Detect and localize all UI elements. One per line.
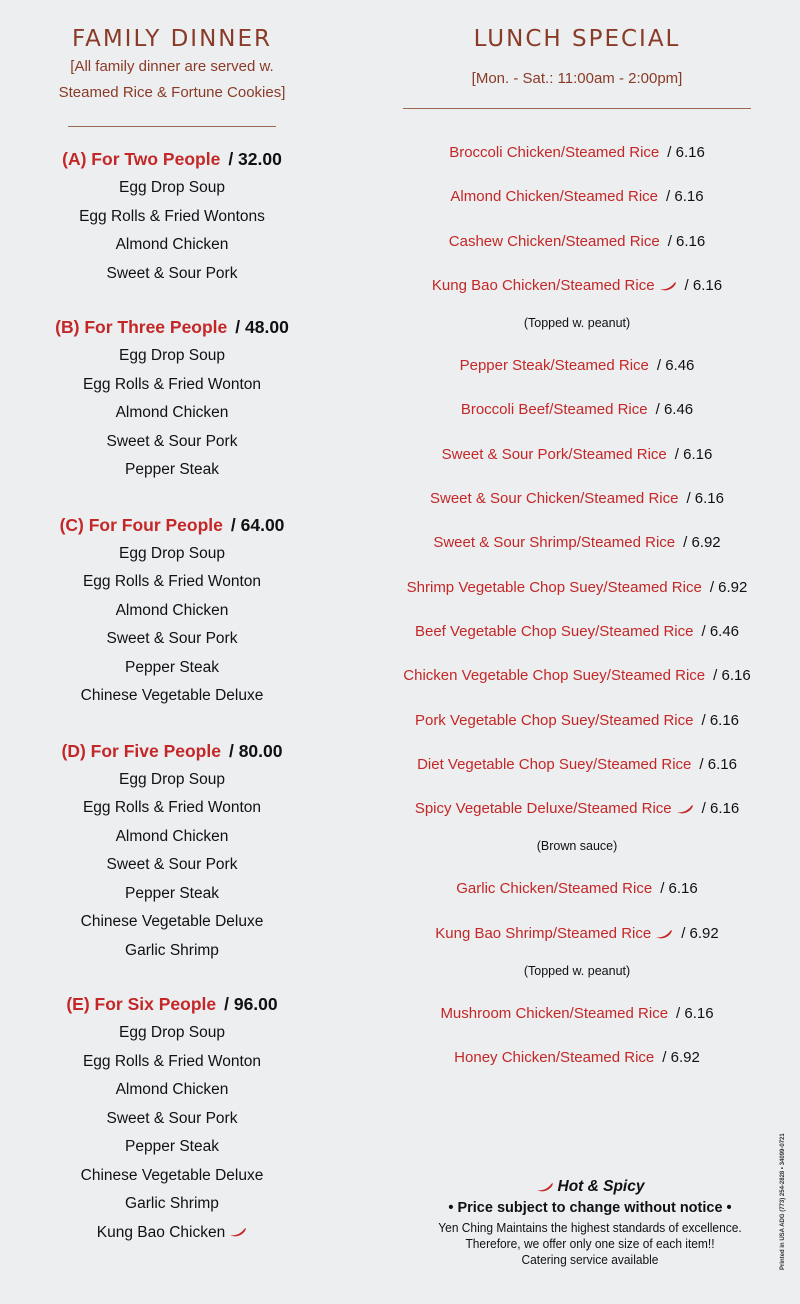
package-item-label: Egg Drop Soup bbox=[119, 179, 225, 196]
lunch-item bbox=[370, 344, 784, 388]
family-dinner-subtitle-1: [All family dinner are served w. bbox=[70, 58, 274, 75]
chili-pepper-icon bbox=[659, 281, 677, 291]
chili-pepper-icon bbox=[536, 1182, 554, 1192]
package-item-label: Pepper Steak bbox=[125, 1138, 219, 1155]
package-item bbox=[0, 342, 344, 371]
package-item-label: Chinese Vegetable Deluxe bbox=[80, 687, 264, 704]
package-item bbox=[0, 174, 344, 203]
package-item bbox=[0, 1190, 344, 1219]
package-item bbox=[0, 1105, 344, 1134]
package-item-label: Kung Bao Chicken bbox=[96, 1223, 226, 1241]
lunch-item-name: Spicy Vegetable Deluxe/Steamed Rice bbox=[414, 800, 672, 818]
package-item-label: Pepper Steak bbox=[125, 658, 219, 676]
package-item bbox=[0, 1048, 344, 1077]
package-item-label: Egg Rolls & Fried Wonton bbox=[82, 1052, 262, 1070]
package-name: (C) For Four People bbox=[59, 514, 223, 535]
catering-line: Catering service available bbox=[521, 1252, 659, 1267]
chili-pepper-icon bbox=[676, 804, 694, 814]
package-item-label: Pepper Steak bbox=[125, 884, 219, 902]
lunch-item-name: Pork Vegetable Chop Suey/Steamed Rice bbox=[414, 711, 694, 729]
lunch-item-name: Diet Vegetable Chop Suey/Steamed Rice bbox=[417, 755, 692, 773]
package-item-label: Egg Drop Soup bbox=[119, 770, 225, 788]
lunch-item-price: / 6.16 bbox=[684, 276, 723, 294]
package-item bbox=[0, 597, 344, 626]
package-item bbox=[0, 654, 344, 683]
hot-spicy-label: Hot & Spicy bbox=[557, 1178, 645, 1195]
package-name: (E) For Six People bbox=[66, 994, 217, 1014]
lunch-item bbox=[370, 175, 784, 219]
package-item bbox=[0, 766, 344, 795]
package-item-label: Almond Chicken bbox=[115, 236, 229, 253]
lunch-item bbox=[370, 264, 784, 308]
lunch-item-name: Broccoli Beef/Steamed Rice bbox=[460, 401, 648, 419]
family-dinner-title: FAMILY DINNER bbox=[71, 26, 273, 52]
package-block bbox=[0, 741, 344, 966]
lunch-item-name: Sweet & Sour Shrimp/Steamed Rice bbox=[433, 534, 676, 552]
package-item-label: Sweet & Sour Pork bbox=[106, 264, 238, 282]
package-item-label: Almond Chicken bbox=[115, 1081, 229, 1098]
package-item-label: Sweet & Sour Pork bbox=[106, 630, 238, 647]
package-item-label: Almond Chicken bbox=[115, 601, 229, 619]
lunch-item-name: Garlic Chicken/Steamed Rice bbox=[456, 880, 653, 898]
lunch-item-price: / 6.16 bbox=[713, 667, 751, 685]
package-item bbox=[0, 937, 344, 966]
package-item-label: Sweet & Sour Pork bbox=[106, 1109, 238, 1127]
package-item bbox=[0, 851, 344, 880]
lunch-item-price: / 6.92 bbox=[683, 534, 721, 552]
package-name: (B) For Three People bbox=[55, 317, 228, 337]
package-item-label: Almond Chicken bbox=[115, 404, 229, 421]
lunch-item-name: Kung Bao Shrimp/Steamed Rice bbox=[435, 924, 652, 942]
lunch-item bbox=[370, 787, 784, 831]
lunch-item-name: Cashew Chicken/Steamed Rice bbox=[448, 232, 660, 250]
legend bbox=[400, 1178, 780, 1268]
package-item bbox=[0, 260, 344, 289]
lunch-item-price: / 6.16 bbox=[701, 711, 740, 729]
package-item bbox=[0, 823, 344, 852]
lunch-item bbox=[370, 867, 784, 911]
lunch-item-price: / 6.16 bbox=[667, 144, 705, 161]
package-price: / 80.00 bbox=[228, 740, 283, 761]
lunch-item bbox=[370, 433, 784, 477]
package-item bbox=[0, 231, 344, 260]
package-title bbox=[0, 741, 344, 762]
lunch-item-note: (Topped w. peanut) bbox=[523, 964, 631, 979]
package-block bbox=[0, 149, 344, 288]
lunch-item-price: / 6.16 bbox=[676, 1005, 714, 1023]
package-title bbox=[0, 994, 344, 1015]
package-item-label: Sweet & Sour Pork bbox=[106, 432, 238, 450]
price-notice: • Price subject to change without notice • bbox=[448, 1200, 732, 1216]
lunch-item-name: Broccoli Chicken/Steamed Rice bbox=[449, 144, 660, 161]
lunch-item-name: Mushroom Chicken/Steamed Rice bbox=[440, 1005, 669, 1023]
lunch-special-title: LUNCH SPECIAL bbox=[473, 26, 681, 52]
package-item-label: Egg Rolls & Fried Wonton bbox=[82, 375, 262, 393]
lunch-item-price: / 6.92 bbox=[709, 578, 748, 596]
chili-pepper-icon bbox=[655, 929, 673, 939]
package-title bbox=[0, 317, 344, 338]
lunch-item bbox=[370, 220, 784, 264]
package-price: / 96.00 bbox=[224, 994, 278, 1014]
package-item bbox=[0, 880, 344, 909]
package-item bbox=[0, 1219, 344, 1248]
package-item bbox=[0, 371, 344, 400]
package-title bbox=[0, 515, 344, 536]
lunch-item-price: / 6.16 bbox=[686, 490, 724, 508]
lunch-item-name: Chicken Vegetable Chop Suey/Steamed Rice bbox=[403, 667, 706, 685]
lunch-item bbox=[370, 131, 784, 175]
lunch-item-name: Sweet & Sour Pork/Steamed Rice bbox=[441, 445, 667, 463]
lunch-item bbox=[370, 566, 784, 610]
package-item bbox=[0, 1076, 344, 1105]
lunch-item-price: / 6.16 bbox=[699, 755, 737, 773]
package-item bbox=[0, 540, 344, 569]
package-block bbox=[0, 317, 344, 485]
package-item bbox=[0, 456, 344, 485]
package-item-label: Chinese Vegetable Deluxe bbox=[80, 1166, 264, 1184]
package-item bbox=[0, 399, 344, 428]
lunch-item-name: Pepper Steak/Steamed Rice bbox=[459, 357, 649, 375]
lunch-item bbox=[370, 912, 784, 956]
lunch-item bbox=[370, 521, 784, 565]
package-title bbox=[0, 149, 344, 170]
chili-pepper-icon bbox=[229, 1227, 247, 1237]
package-block bbox=[0, 515, 344, 711]
lunch-divider bbox=[403, 108, 751, 109]
lunch-item-price: / 6.16 bbox=[667, 232, 706, 250]
package-item-label: Egg Drop Soup bbox=[119, 544, 225, 562]
printed-text: Printed in USA ADG (773) 254-2828 • 34099-0721 bbox=[780, 1133, 786, 1270]
package-price: / 64.00 bbox=[230, 514, 285, 535]
lunch-list bbox=[370, 131, 784, 1081]
lunch-item-price: / 6.92 bbox=[662, 1049, 700, 1067]
package-name: (A) For Two People bbox=[62, 149, 221, 169]
package-item bbox=[0, 625, 344, 654]
package-item-label: Egg Rolls & Fried Wontons bbox=[79, 207, 265, 225]
lunch-hours: [Mon. - Sat.: 11:00am - 2:00pm] bbox=[471, 70, 683, 87]
package-price: / 32.00 bbox=[228, 149, 282, 169]
package-item bbox=[0, 1019, 344, 1048]
package-item bbox=[0, 908, 344, 937]
printed-credit bbox=[780, 1110, 790, 1270]
lunch-item-price: / 6.46 bbox=[701, 622, 740, 640]
lunch-item bbox=[370, 388, 784, 432]
lunch-item-note: (Brown sauce) bbox=[536, 839, 618, 854]
lunch-item bbox=[370, 699, 784, 743]
lunch-special-section bbox=[370, 0, 784, 1081]
lunch-item-price: / 6.16 bbox=[701, 800, 740, 818]
lunch-item-price: / 6.16 bbox=[666, 188, 704, 206]
package-item-label: Almond Chicken bbox=[115, 827, 229, 845]
package-item-label: Pepper Steak bbox=[125, 461, 219, 478]
lunch-item-note: (Topped w. peanut) bbox=[523, 316, 631, 331]
hot-spicy-legend bbox=[400, 1178, 780, 1196]
package-item-label: Garlic Shrimp bbox=[125, 1195, 219, 1212]
lunch-item bbox=[370, 610, 784, 654]
package-name: (D) For Five People bbox=[61, 740, 221, 761]
lunch-item-name: Beef Vegetable Chop Suey/Steamed Rice bbox=[414, 622, 694, 640]
lunch-item bbox=[370, 1036, 784, 1080]
lunch-item-name: Kung Bao Chicken/Steamed Rice bbox=[431, 276, 655, 294]
lunch-item-price: / 6.92 bbox=[681, 924, 719, 942]
package-item bbox=[0, 428, 344, 457]
family-dinner-subtitle-2: Steamed Rice & Fortune Cookies] bbox=[58, 84, 286, 101]
package-item-label: Egg Drop Soup bbox=[119, 1024, 225, 1041]
package-item-label: Garlic Shrimp bbox=[125, 941, 219, 959]
lunch-item bbox=[370, 654, 784, 698]
package-item-label: Egg Rolls & Fried Wonton bbox=[82, 573, 262, 590]
package-item-label: Egg Rolls & Fried Wonton bbox=[82, 799, 262, 816]
package-item-label: Chinese Vegetable Deluxe bbox=[80, 913, 264, 930]
package-item-label: Egg Drop Soup bbox=[119, 347, 225, 364]
package-item bbox=[0, 1133, 344, 1162]
package-item-label: Sweet & Sour Pork bbox=[106, 856, 238, 873]
family-packages bbox=[0, 149, 344, 1247]
lunch-item-price: / 6.16 bbox=[660, 880, 698, 898]
size-line: Therefore, we offer only one size of each item!! bbox=[465, 1236, 715, 1251]
lunch-item-price: / 6.46 bbox=[656, 357, 695, 375]
package-item bbox=[0, 682, 344, 711]
family-divider bbox=[68, 126, 276, 127]
lunch-item-name: Shrimp Vegetable Chop Suey/Steamed Rice bbox=[406, 578, 702, 596]
lunch-item-price: / 6.16 bbox=[674, 445, 713, 463]
lunch-item bbox=[370, 477, 784, 521]
package-item bbox=[0, 203, 344, 232]
lunch-item-name: Sweet & Sour Chicken/Steamed Rice bbox=[430, 490, 679, 508]
lunch-item bbox=[370, 743, 784, 787]
lunch-item-price: / 6.46 bbox=[655, 401, 694, 419]
package-block bbox=[0, 994, 344, 1247]
package-item bbox=[0, 568, 344, 597]
lunch-item-name: Almond Chicken/Steamed Rice bbox=[450, 188, 659, 206]
standards-line: Yen Ching Maintains the highest standards of excellence. bbox=[438, 1220, 742, 1235]
lunch-item bbox=[370, 992, 784, 1036]
package-item bbox=[0, 1162, 344, 1191]
lunch-item-name: Honey Chicken/Steamed Rice bbox=[454, 1049, 655, 1067]
package-item bbox=[0, 794, 344, 823]
family-dinner-section bbox=[0, 0, 344, 1247]
package-price: / 48.00 bbox=[235, 317, 289, 337]
